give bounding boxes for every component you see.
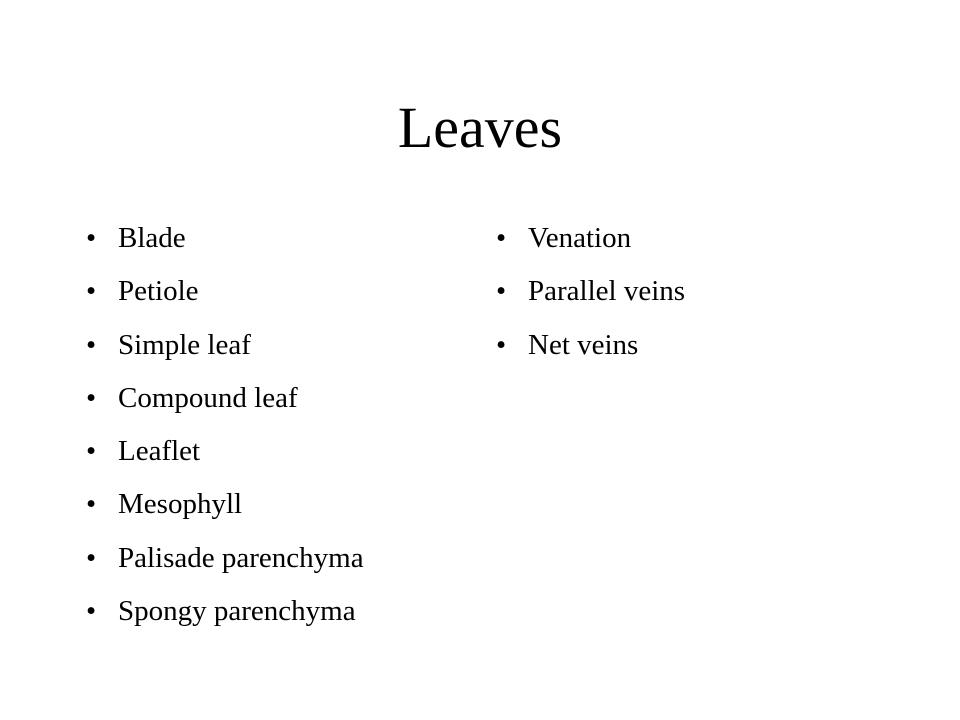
list-item — [496, 265, 916, 318]
bullet-icon: • — [86, 222, 97, 254]
bullet-icon: • — [86, 381, 97, 414]
list-item — [86, 532, 486, 585]
list-item — [86, 319, 486, 372]
list-item-text: Net veins — [528, 328, 639, 361]
bullet-icon: • — [86, 328, 97, 361]
list-item-text: Petiole — [118, 275, 199, 308]
bullet-icon: • — [496, 222, 507, 254]
bullet-icon: • — [86, 488, 97, 521]
list-item — [86, 425, 486, 478]
list-item — [496, 319, 916, 372]
right-bullet-list — [496, 212, 916, 372]
list-item-text: Leaflet — [118, 435, 201, 468]
list-item — [496, 212, 916, 265]
list-item — [86, 585, 486, 638]
bullet-icon: • — [86, 541, 97, 574]
left-bullet-list — [86, 212, 486, 638]
list-item-text: Mesophyll — [118, 488, 243, 521]
list-item-text: Spongy parenchyma — [118, 595, 356, 628]
bullet-icon: • — [496, 328, 507, 361]
list-item-text: Venation — [528, 222, 632, 254]
list-item — [86, 372, 486, 425]
bullet-icon: • — [86, 435, 97, 468]
bullet-icon: • — [86, 595, 97, 628]
list-item-text: Simple leaf — [118, 328, 251, 361]
bullet-icon: • — [496, 275, 507, 308]
list-item-text: Palisade parenchyma — [118, 541, 364, 574]
slide-title: Leaves — [397, 95, 563, 160]
list-item — [86, 478, 486, 531]
list-item — [86, 212, 486, 265]
list-item-text: Compound leaf — [118, 381, 298, 414]
list-item-text: Blade — [118, 222, 186, 254]
list-item — [86, 265, 486, 318]
bullet-icon: • — [86, 275, 97, 308]
list-item-text: Parallel veins — [528, 275, 686, 308]
